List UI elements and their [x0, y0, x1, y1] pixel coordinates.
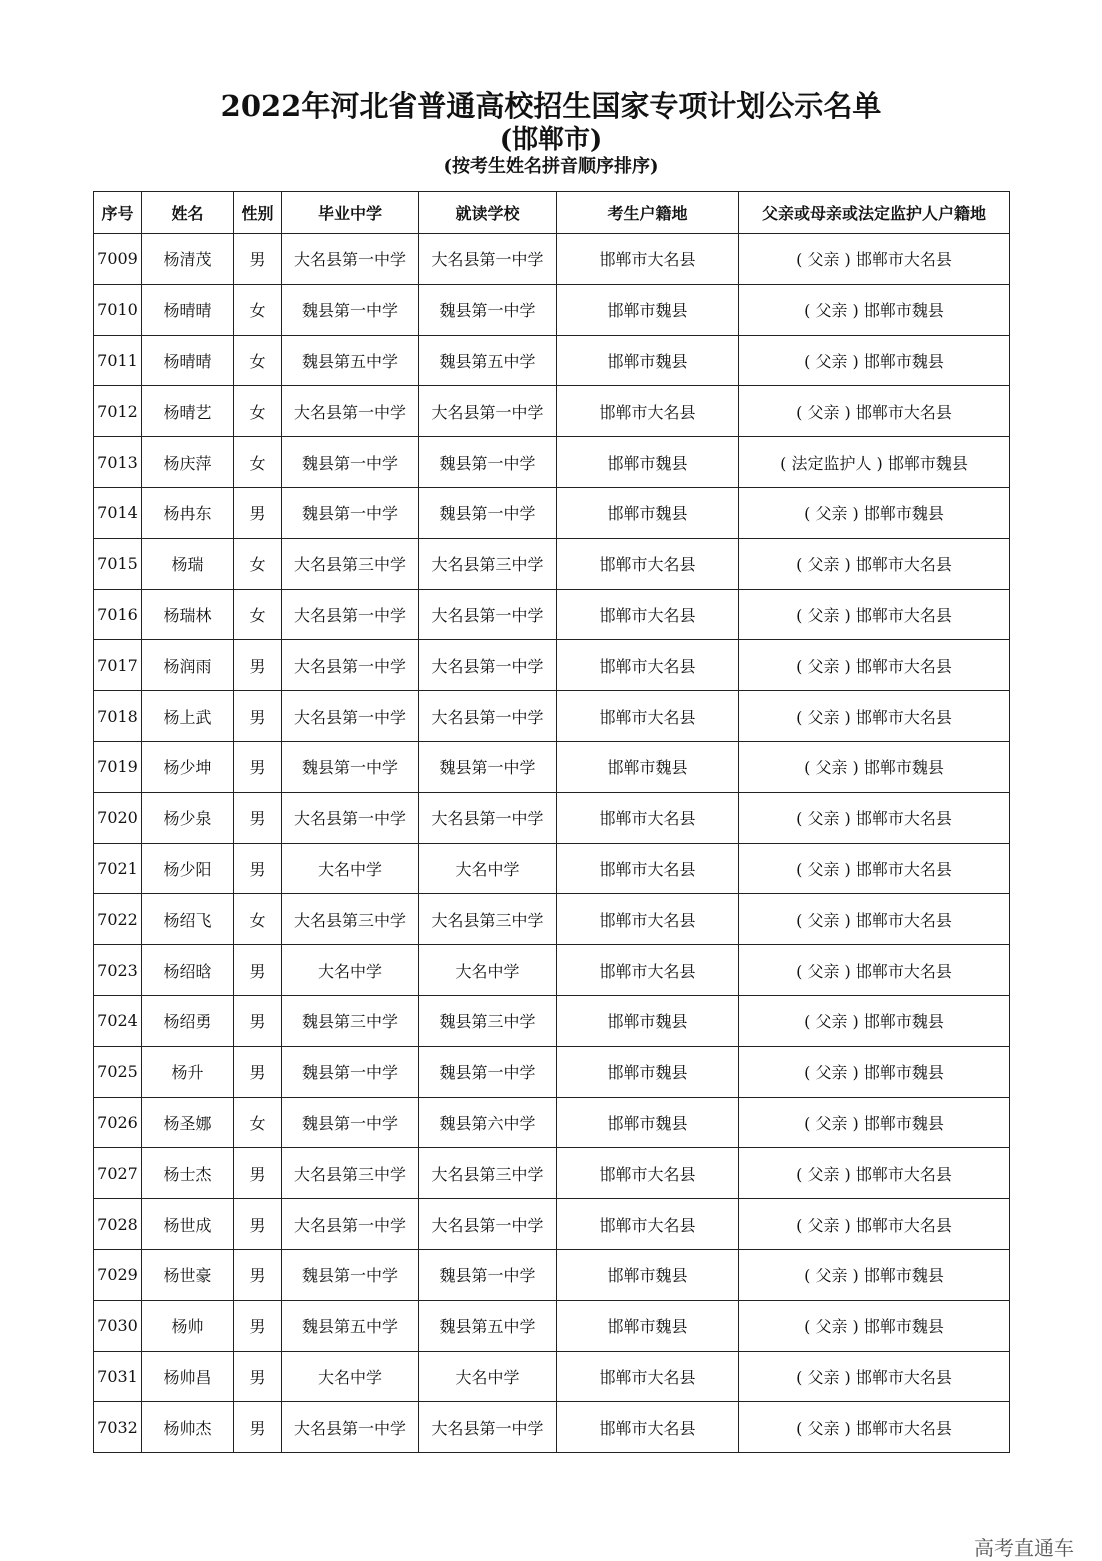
cell-graduation-school: 魏县第五中学 — [282, 1300, 419, 1351]
cell-seq: 7019 — [94, 741, 142, 792]
cell-household-registration: 邯郸市魏县 — [557, 1046, 739, 1097]
sort-note: (按考生姓名拼音顺序排序) — [443, 156, 659, 177]
cell-seq: 7021 — [94, 843, 142, 894]
cell-gender: 女 — [234, 538, 282, 589]
cell-household-registration: 邯郸市大名县 — [557, 386, 739, 437]
cell-parent-registration: ( 父亲 ) 邯郸市魏县 — [739, 284, 1010, 335]
cell-household-registration: 邯郸市大名县 — [557, 1148, 739, 1199]
cell-parent-registration: ( 父亲 ) 邯郸市大名县 — [739, 538, 1010, 589]
cell-parent-registration: ( 父亲 ) 邯郸市大名县 — [739, 945, 1010, 996]
cell-gender: 女 — [234, 1097, 282, 1148]
cell-graduation-school: 大名县第一中学 — [282, 1199, 419, 1250]
cell-name: 杨升 — [142, 1046, 234, 1097]
table-row — [94, 386, 1010, 437]
table-row — [94, 487, 1010, 538]
cell-current-school: 大名县第一中学 — [419, 1199, 557, 1250]
cell-graduation-school: 大名县第三中学 — [282, 894, 419, 945]
cell-current-school: 大名中学 — [419, 843, 557, 894]
cell-seq: 7024 — [94, 995, 142, 1046]
cell-graduation-school: 魏县第五中学 — [282, 335, 419, 386]
cell-parent-registration: ( 父亲 ) 邯郸市魏县 — [739, 995, 1010, 1046]
cell-gender: 男 — [234, 1046, 282, 1097]
cell-parent-registration: ( 父亲 ) 邯郸市魏县 — [739, 741, 1010, 792]
cell-household-registration: 邯郸市大名县 — [557, 589, 739, 640]
cell-gender: 男 — [234, 843, 282, 894]
cell-name: 杨帅 — [142, 1300, 234, 1351]
cell-current-school: 魏县第三中学 — [419, 995, 557, 1046]
cell-gender: 男 — [234, 487, 282, 538]
cell-graduation-school: 魏县第一中学 — [282, 284, 419, 335]
cell-name: 杨晴晴 — [142, 284, 234, 335]
table-row — [94, 234, 1010, 285]
table-row — [94, 1351, 1010, 1402]
cell-name: 杨瑞 — [142, 538, 234, 589]
cell-gender: 男 — [234, 1351, 282, 1402]
cell-seq: 7028 — [94, 1199, 142, 1250]
cell-name: 杨晴晴 — [142, 335, 234, 386]
cell-gender: 男 — [234, 741, 282, 792]
cell-graduation-school: 大名县第一中学 — [282, 640, 419, 691]
cell-current-school: 魏县第一中学 — [419, 1249, 557, 1300]
cell-gender: 男 — [234, 234, 282, 285]
cell-current-school: 大名县第三中学 — [419, 894, 557, 945]
cell-current-school: 魏县第一中学 — [419, 437, 557, 488]
cell-name: 杨冉东 — [142, 487, 234, 538]
cell-gender: 女 — [234, 386, 282, 437]
header-name: 姓名 — [142, 192, 234, 234]
cell-parent-registration: ( 父亲 ) 邯郸市大名县 — [739, 589, 1010, 640]
header-gender: 性别 — [234, 192, 282, 234]
cell-parent-registration: ( 父亲 ) 邯郸市大名县 — [739, 1351, 1010, 1402]
cell-graduation-school: 魏县第一中学 — [282, 741, 419, 792]
table-row — [94, 691, 1010, 742]
cell-name: 杨晴艺 — [142, 386, 234, 437]
cell-household-registration: 邯郸市魏县 — [557, 437, 739, 488]
cell-graduation-school: 大名县第一中学 — [282, 1402, 419, 1453]
cell-household-registration: 邯郸市大名县 — [557, 792, 739, 843]
cell-name: 杨少坤 — [142, 741, 234, 792]
cell-name: 杨庆萍 — [142, 437, 234, 488]
table-row — [94, 894, 1010, 945]
cell-seq: 7011 — [94, 335, 142, 386]
cell-parent-registration: ( 父亲 ) 邯郸市大名县 — [739, 792, 1010, 843]
cell-seq: 7022 — [94, 894, 142, 945]
cell-parent-registration: ( 父亲 ) 邯郸市大名县 — [739, 386, 1010, 437]
header-household-registration: 考生户籍地 — [557, 192, 739, 234]
cell-household-registration: 邯郸市魏县 — [557, 1300, 739, 1351]
cell-seq: 7032 — [94, 1402, 142, 1453]
cell-household-registration: 邯郸市大名县 — [557, 1351, 739, 1402]
cell-household-registration: 邯郸市大名县 — [557, 843, 739, 894]
table-row — [94, 1300, 1010, 1351]
cell-gender: 女 — [234, 589, 282, 640]
table-row — [94, 1249, 1010, 1300]
cell-household-registration: 邯郸市魏县 — [557, 335, 739, 386]
table-row — [94, 538, 1010, 589]
cell-name: 杨瑞林 — [142, 589, 234, 640]
cell-household-registration: 邯郸市大名县 — [557, 1402, 739, 1453]
cell-seq: 7025 — [94, 1046, 142, 1097]
cell-name: 杨帅昌 — [142, 1351, 234, 1402]
header-current-school: 就读学校 — [419, 192, 557, 234]
table-row — [94, 1148, 1010, 1199]
document-title: 2022年河北省普通高校招生国家专项计划公示名单 — [220, 89, 882, 123]
table-row — [94, 792, 1010, 843]
cell-household-registration: 邯郸市大名县 — [557, 691, 739, 742]
cell-current-school: 大名县第一中学 — [419, 640, 557, 691]
cell-graduation-school: 大名县第三中学 — [282, 1148, 419, 1199]
cell-graduation-school: 大名中学 — [282, 1351, 419, 1402]
cell-seq: 7031 — [94, 1351, 142, 1402]
cell-seq: 7027 — [94, 1148, 142, 1199]
table-row — [94, 437, 1010, 488]
cell-seq: 7017 — [94, 640, 142, 691]
cell-name: 杨绍晗 — [142, 945, 234, 996]
table-row — [94, 1097, 1010, 1148]
cell-seq: 7014 — [94, 487, 142, 538]
cell-seq: 7010 — [94, 284, 142, 335]
cell-seq: 7026 — [94, 1097, 142, 1148]
cell-parent-registration: ( 父亲 ) 邯郸市魏县 — [739, 1249, 1010, 1300]
cell-household-registration: 邯郸市大名县 — [557, 1199, 739, 1250]
cell-current-school: 大名县第三中学 — [419, 1148, 557, 1199]
cell-parent-registration: ( 父亲 ) 邯郸市大名县 — [739, 1402, 1010, 1453]
cell-household-registration: 邯郸市魏县 — [557, 1249, 739, 1300]
cell-seq: 7030 — [94, 1300, 142, 1351]
cell-parent-registration: ( 法定监护人 ) 邯郸市魏县 — [739, 437, 1010, 488]
cell-gender: 男 — [234, 1199, 282, 1250]
cell-gender: 女 — [234, 284, 282, 335]
cell-graduation-school: 大名县第三中学 — [282, 538, 419, 589]
table-row — [94, 1199, 1010, 1250]
cell-current-school: 魏县第六中学 — [419, 1097, 557, 1148]
cell-name: 杨帅杰 — [142, 1402, 234, 1453]
cell-seq: 7012 — [94, 386, 142, 437]
table-row — [94, 995, 1010, 1046]
cell-name: 杨少阳 — [142, 843, 234, 894]
cell-gender: 男 — [234, 1402, 282, 1453]
cell-gender: 男 — [234, 1249, 282, 1300]
cell-current-school: 大名县第一中学 — [419, 589, 557, 640]
cell-seq: 7029 — [94, 1249, 142, 1300]
cell-graduation-school: 魏县第三中学 — [282, 995, 419, 1046]
cell-household-registration: 邯郸市大名县 — [557, 945, 739, 996]
cell-household-registration: 邯郸市魏县 — [557, 741, 739, 792]
document-subtitle: (邯郸市) — [499, 125, 603, 155]
cell-graduation-school: 大名中学 — [282, 843, 419, 894]
cell-current-school: 魏县第一中学 — [419, 1046, 557, 1097]
cell-gender: 男 — [234, 691, 282, 742]
cell-name: 杨世成 — [142, 1199, 234, 1250]
cell-parent-registration: ( 父亲 ) 邯郸市魏县 — [739, 335, 1010, 386]
cell-seq: 7020 — [94, 792, 142, 843]
cell-graduation-school: 魏县第一中学 — [282, 1249, 419, 1300]
cell-seq: 7016 — [94, 589, 142, 640]
cell-graduation-school: 大名县第一中学 — [282, 386, 419, 437]
cell-parent-registration: ( 父亲 ) 邯郸市大名县 — [739, 843, 1010, 894]
table-row — [94, 335, 1010, 386]
cell-current-school: 魏县第五中学 — [419, 335, 557, 386]
cell-parent-registration: ( 父亲 ) 邯郸市大名县 — [739, 1199, 1010, 1250]
table-row — [94, 945, 1010, 996]
cell-household-registration: 邯郸市魏县 — [557, 1097, 739, 1148]
cell-household-registration: 邯郸市魏县 — [557, 487, 739, 538]
cell-name: 杨士杰 — [142, 1148, 234, 1199]
cell-graduation-school: 大名县第一中学 — [282, 792, 419, 843]
cell-name: 杨绍飞 — [142, 894, 234, 945]
cell-current-school: 大名县第一中学 — [419, 691, 557, 742]
cell-seq: 7009 — [94, 234, 142, 285]
cell-seq: 7015 — [94, 538, 142, 589]
cell-gender: 男 — [234, 995, 282, 1046]
cell-current-school: 大名中学 — [419, 945, 557, 996]
cell-graduation-school: 大名中学 — [282, 945, 419, 996]
cell-graduation-school: 大名县第一中学 — [282, 691, 419, 742]
cell-gender: 女 — [234, 894, 282, 945]
cell-current-school: 魏县第一中学 — [419, 284, 557, 335]
cell-name: 杨清茂 — [142, 234, 234, 285]
cell-seq: 7013 — [94, 437, 142, 488]
cell-current-school: 魏县第一中学 — [419, 487, 557, 538]
header-graduation-school: 毕业中学 — [282, 192, 419, 234]
cell-name: 杨少泉 — [142, 792, 234, 843]
cell-parent-registration: ( 父亲 ) 邯郸市魏县 — [739, 1097, 1010, 1148]
cell-gender: 男 — [234, 945, 282, 996]
cell-household-registration: 邯郸市大名县 — [557, 538, 739, 589]
table-row — [94, 1046, 1010, 1097]
table-row — [94, 284, 1010, 335]
cell-gender: 女 — [234, 437, 282, 488]
cell-parent-registration: ( 父亲 ) 邯郸市魏县 — [739, 1046, 1010, 1097]
cell-household-registration: 邯郸市魏县 — [557, 995, 739, 1046]
cell-parent-registration: ( 父亲 ) 邯郸市大名县 — [739, 234, 1010, 285]
cell-household-registration: 邯郸市大名县 — [557, 894, 739, 945]
header-parent-registration: 父亲或母亲或法定监护人户籍地 — [739, 192, 1010, 234]
cell-seq: 7018 — [94, 691, 142, 742]
header-seq: 序号 — [94, 192, 142, 234]
cell-graduation-school: 大名县第一中学 — [282, 589, 419, 640]
cell-gender: 女 — [234, 335, 282, 386]
cell-parent-registration: ( 父亲 ) 邯郸市魏县 — [739, 487, 1010, 538]
roster-table — [93, 191, 1010, 1453]
cell-household-registration: 邯郸市魏县 — [557, 284, 739, 335]
cell-graduation-school: 大名县第一中学 — [282, 234, 419, 285]
table-row — [94, 843, 1010, 894]
table-row — [94, 1402, 1010, 1453]
cell-gender: 男 — [234, 1300, 282, 1351]
cell-name: 杨润雨 — [142, 640, 234, 691]
cell-name: 杨上武 — [142, 691, 234, 742]
cell-gender: 男 — [234, 792, 282, 843]
cell-gender: 男 — [234, 1148, 282, 1199]
table-row — [94, 589, 1010, 640]
cell-parent-registration: ( 父亲 ) 邯郸市大名县 — [739, 640, 1010, 691]
cell-current-school: 大名县第一中学 — [419, 1402, 557, 1453]
cell-parent-registration: ( 父亲 ) 邯郸市大名县 — [739, 1148, 1010, 1199]
cell-parent-registration: ( 父亲 ) 邯郸市魏县 — [739, 1300, 1010, 1351]
cell-gender: 男 — [234, 640, 282, 691]
cell-name: 杨圣娜 — [142, 1097, 234, 1148]
roster-body — [94, 234, 1010, 1453]
cell-seq: 7023 — [94, 945, 142, 996]
header-row — [94, 192, 1010, 234]
cell-name: 杨绍勇 — [142, 995, 234, 1046]
cell-current-school: 大名县第一中学 — [419, 234, 557, 285]
cell-household-registration: 邯郸市大名县 — [557, 234, 739, 285]
cell-name: 杨世豪 — [142, 1249, 234, 1300]
cell-current-school: 大名县第一中学 — [419, 792, 557, 843]
cell-graduation-school: 魏县第一中学 — [282, 1046, 419, 1097]
cell-current-school: 大名县第一中学 — [419, 386, 557, 437]
cell-graduation-school: 魏县第一中学 — [282, 437, 419, 488]
watermark-brand: 高考直通车 — [974, 1536, 1074, 1560]
cell-parent-registration: ( 父亲 ) 邯郸市大名县 — [739, 691, 1010, 742]
cell-graduation-school: 魏县第一中学 — [282, 1097, 419, 1148]
table-row — [94, 640, 1010, 691]
table-row — [94, 741, 1010, 792]
cell-current-school: 大名中学 — [419, 1351, 557, 1402]
cell-graduation-school: 魏县第一中学 — [282, 487, 419, 538]
cell-parent-registration: ( 父亲 ) 邯郸市大名县 — [739, 894, 1010, 945]
cell-current-school: 大名县第三中学 — [419, 538, 557, 589]
cell-household-registration: 邯郸市大名县 — [557, 640, 739, 691]
cell-current-school: 魏县第五中学 — [419, 1300, 557, 1351]
cell-current-school: 魏县第一中学 — [419, 741, 557, 792]
